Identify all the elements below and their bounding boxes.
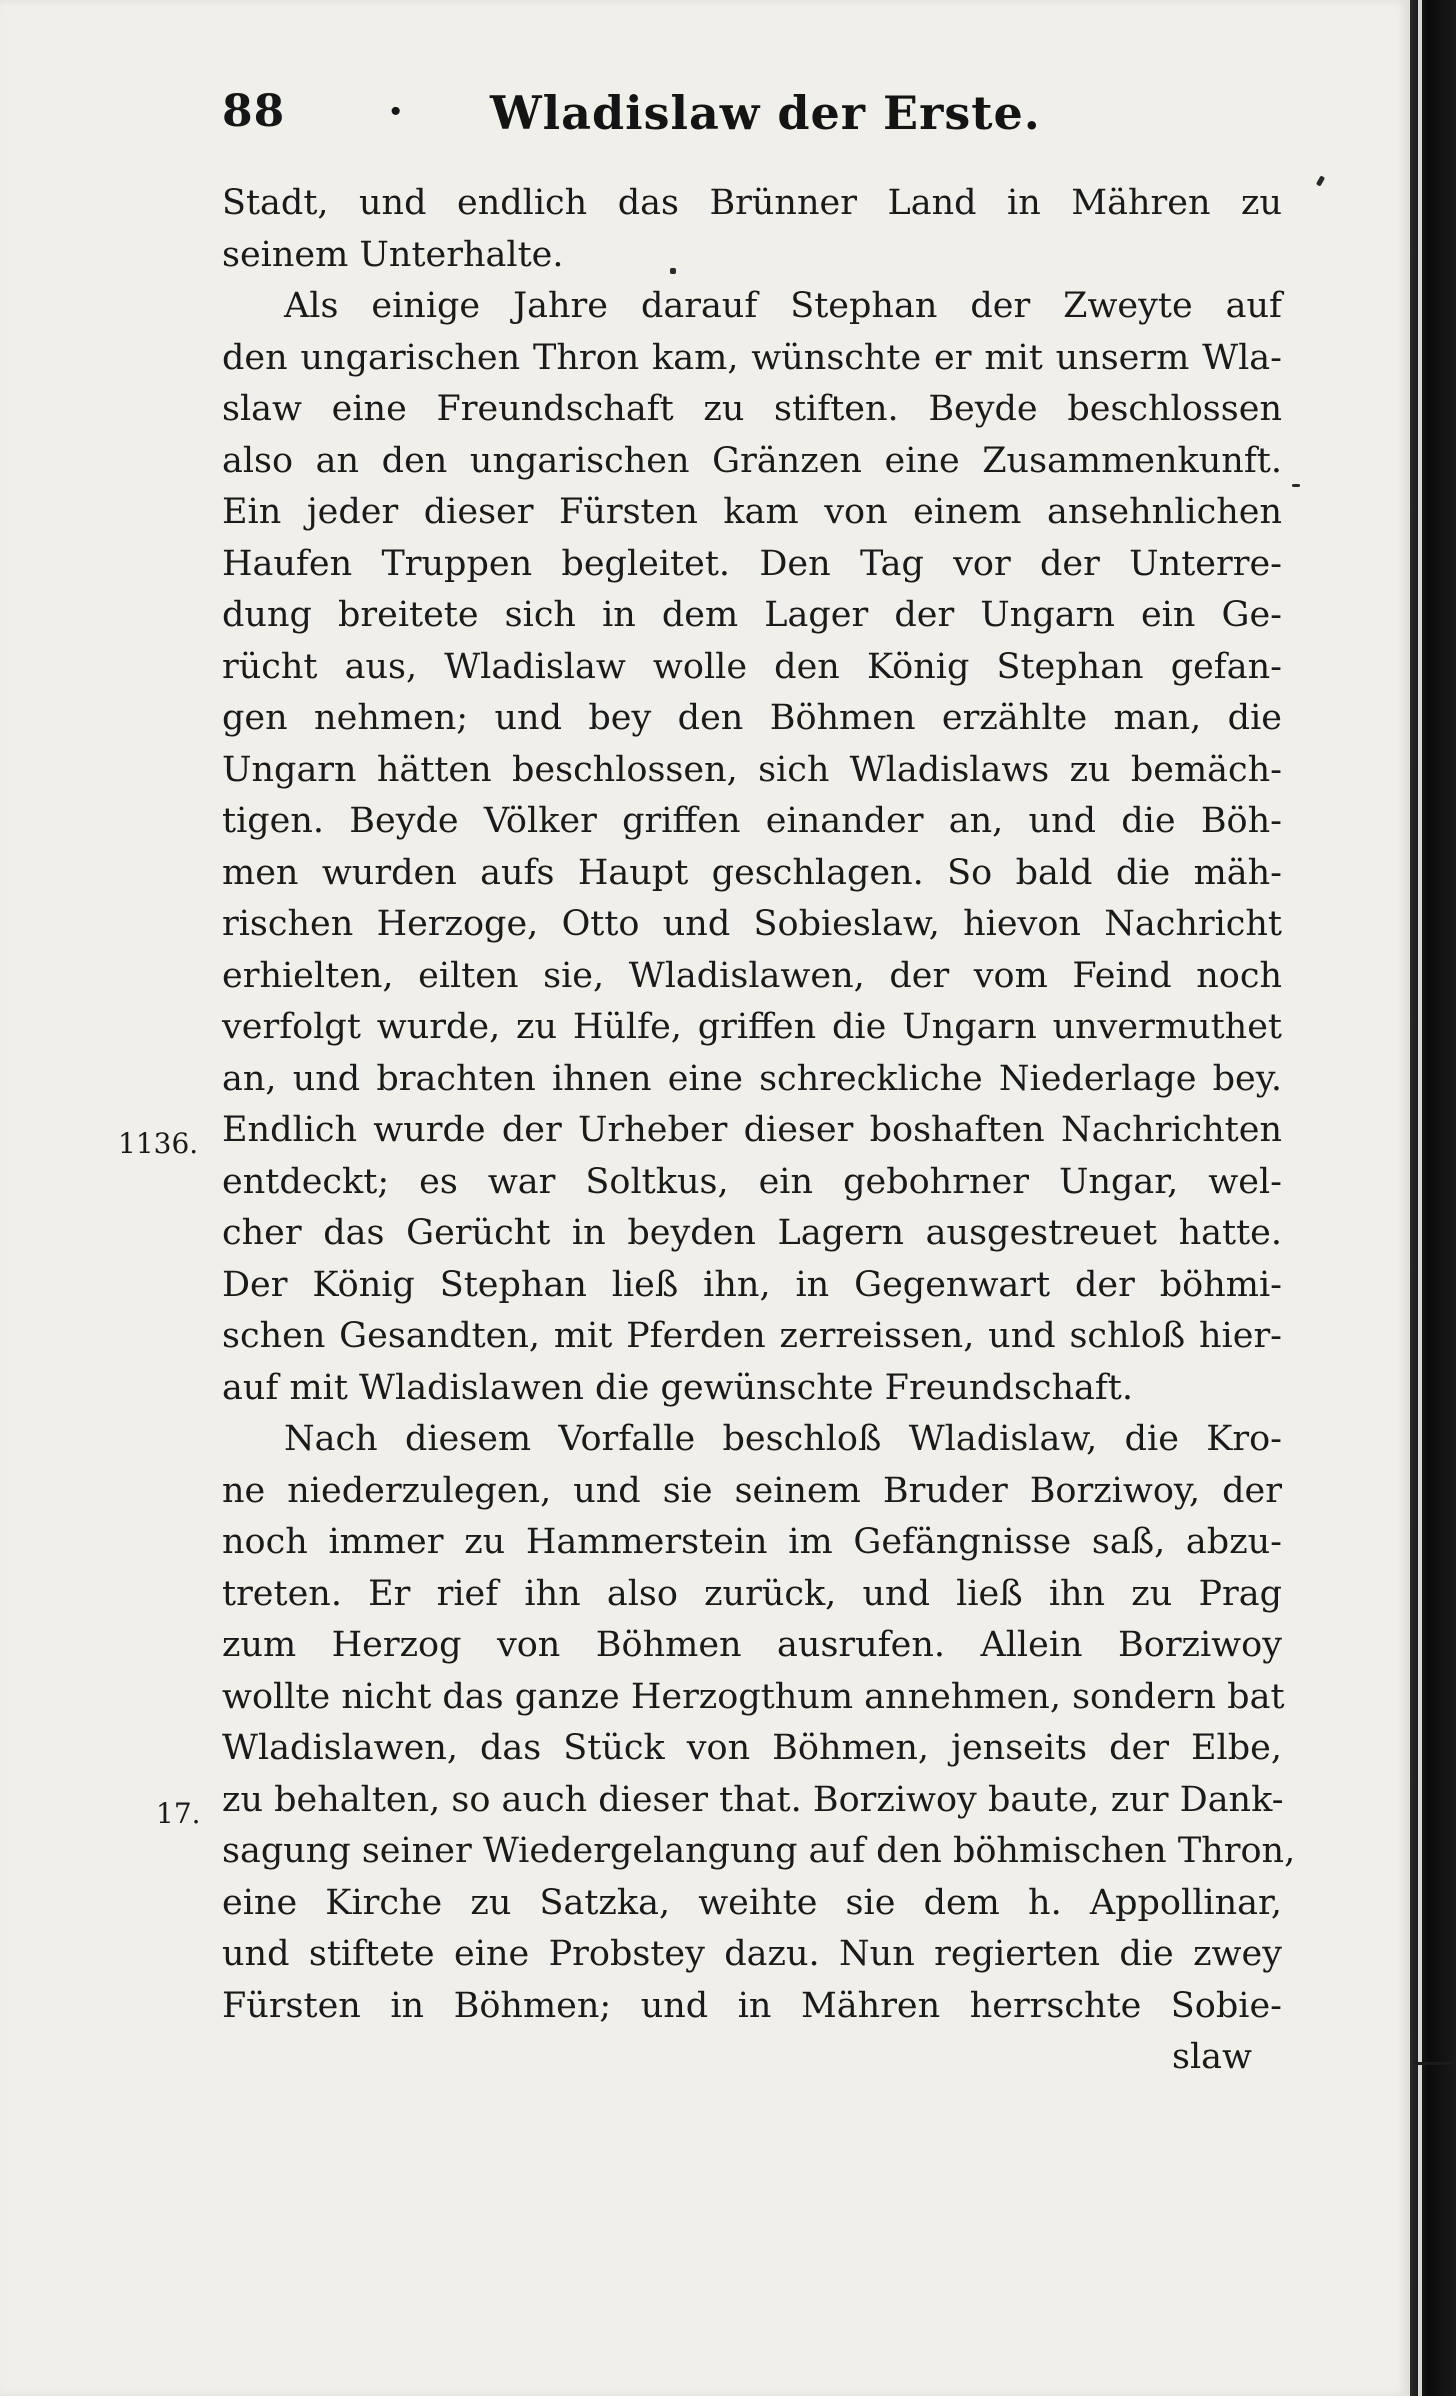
text-line: verfolgt wurde, zu Hülfe, griffen die Ungarn unvermuthet (222, 1007, 1282, 1047)
text-line: slaw eine Freundschaft zu stiften. Beyde beschlossen (222, 389, 1282, 429)
text-line: eine Kirche zu Satzka, weihte sie dem h. Appollinar, (222, 1882, 1282, 1923)
text-line: seinem Unterhalte. (222, 234, 564, 275)
text-line: Nach diesem Vorfalle beschloß Wladislaw, die Kro- (284, 1419, 1282, 1459)
header-separator: · (388, 86, 404, 137)
catchword: slaw (1172, 2037, 1252, 2077)
text-line: also an den ungarischen Gränzen eine Zusammenkunft. (222, 440, 1282, 481)
text-line: Der König Stephan ließ ihn, in Gegenwart der böhmi- (222, 1264, 1282, 1305)
text-line: Fürsten in Böhmen; und in Mähren herrschte Sobie- (222, 1985, 1282, 2026)
ink-speck (670, 268, 676, 274)
text-line: dung breitete sich in dem Lager der Ungarn ein Ge- (222, 595, 1282, 635)
text-line: entdeckt; es war Soltkus, ein gebohrner Ungar, wel- (222, 1161, 1282, 1202)
running-title: Wladislaw der Erste. (490, 86, 1041, 140)
body-text (222, 178, 1296, 2084)
page-number: 88 (222, 86, 286, 137)
text-line: tigen. Beyde Völker griffen einander an, und die Böh- (222, 801, 1282, 841)
text-line: und stiftete eine Probstey dazu. Nun regierten die zwey (222, 1934, 1282, 1974)
text-line: gen nehmen; und bey den Böhmen erzählte man, die (222, 698, 1282, 738)
text-line: auf mit Wladislawen die gewünschte Freundschaft. (222, 1367, 1133, 1408)
text-line: Endlich wurde der Urheber dieser boshaften Nachrichten (222, 1110, 1282, 1150)
margin-year-note: 1136. (118, 1127, 199, 1160)
text-line: sagung seiner Wiedergelangung auf den böhmischen Thron, (222, 1831, 1296, 1871)
text-line: erhielten, eilten sie, Wladislawen, der vom Feind noch (222, 955, 1282, 996)
ink-speck (1316, 175, 1325, 186)
text-line: an, und brachten ihnen eine schreckliche Niederlage bey. (222, 1058, 1282, 1099)
text-line: wollte nicht das ganze Herzogthum annehmen, sondern bat (222, 1676, 1285, 1717)
text-line: cher das Gerücht in beyden Lagern ausgestreuet hatte. (222, 1213, 1282, 1253)
text-line: rücht aus, Wladislaw wolle den König Stephan gefan- (222, 646, 1282, 687)
text-line: Stadt, und endlich das Brünner Land in Mähren zu (222, 183, 1282, 223)
margin-year-note: 17. (156, 1797, 201, 1830)
text-line: rischen Herzoge, Otto und Sobieslaw, hievon Nachricht (222, 904, 1282, 944)
page-gutter (1410, 0, 1456, 2396)
text-line: Ungarn hätten beschlossen, sich Wladislaws zu bemäch- (222, 749, 1282, 790)
text-line: Ein jeder dieser Fürsten kam von einem ansehnlichen (222, 492, 1282, 532)
page-header (222, 86, 1282, 146)
ink-speck (1292, 484, 1300, 487)
page-edge (1418, 0, 1422, 2396)
text-line: den ungarischen Thron kam, wünschte er mit unserm Wla- (222, 337, 1282, 378)
text-line: treten. Er rief ihn also zurück, und ließ ihn zu Prag (222, 1573, 1282, 1614)
text-line: men wurden aufs Haupt geschlagen. So bald die mäh- (222, 852, 1282, 893)
text-line: Haufen Truppen begleitet. Den Tag vor der Unterre- (222, 543, 1282, 584)
text-line: Wladislawen, das Stück von Böhmen, jenseits der Elbe, (222, 1728, 1282, 1768)
text-line: ne niederzulegen, und sie seinem Bruder Borziwoy, der (222, 1470, 1282, 1511)
text-line: noch immer zu Hammerstein im Gefängnisse saß, abzu- (222, 1522, 1282, 1562)
text-line: schen Gesandten, mit Pferden zerreissen, und schloß hier- (222, 1316, 1282, 1356)
text-line: zu behalten, so auch dieser that. Borziwoy baute, zur Dank- (222, 1779, 1284, 1820)
page-edge-mark (1414, 2062, 1452, 2065)
text-line: zum Herzog von Böhmen ausrufen. Allein Borziwoy (222, 1625, 1282, 1665)
text-line: Als einige Jahre darauf Stephan der Zweyte auf (284, 286, 1282, 326)
